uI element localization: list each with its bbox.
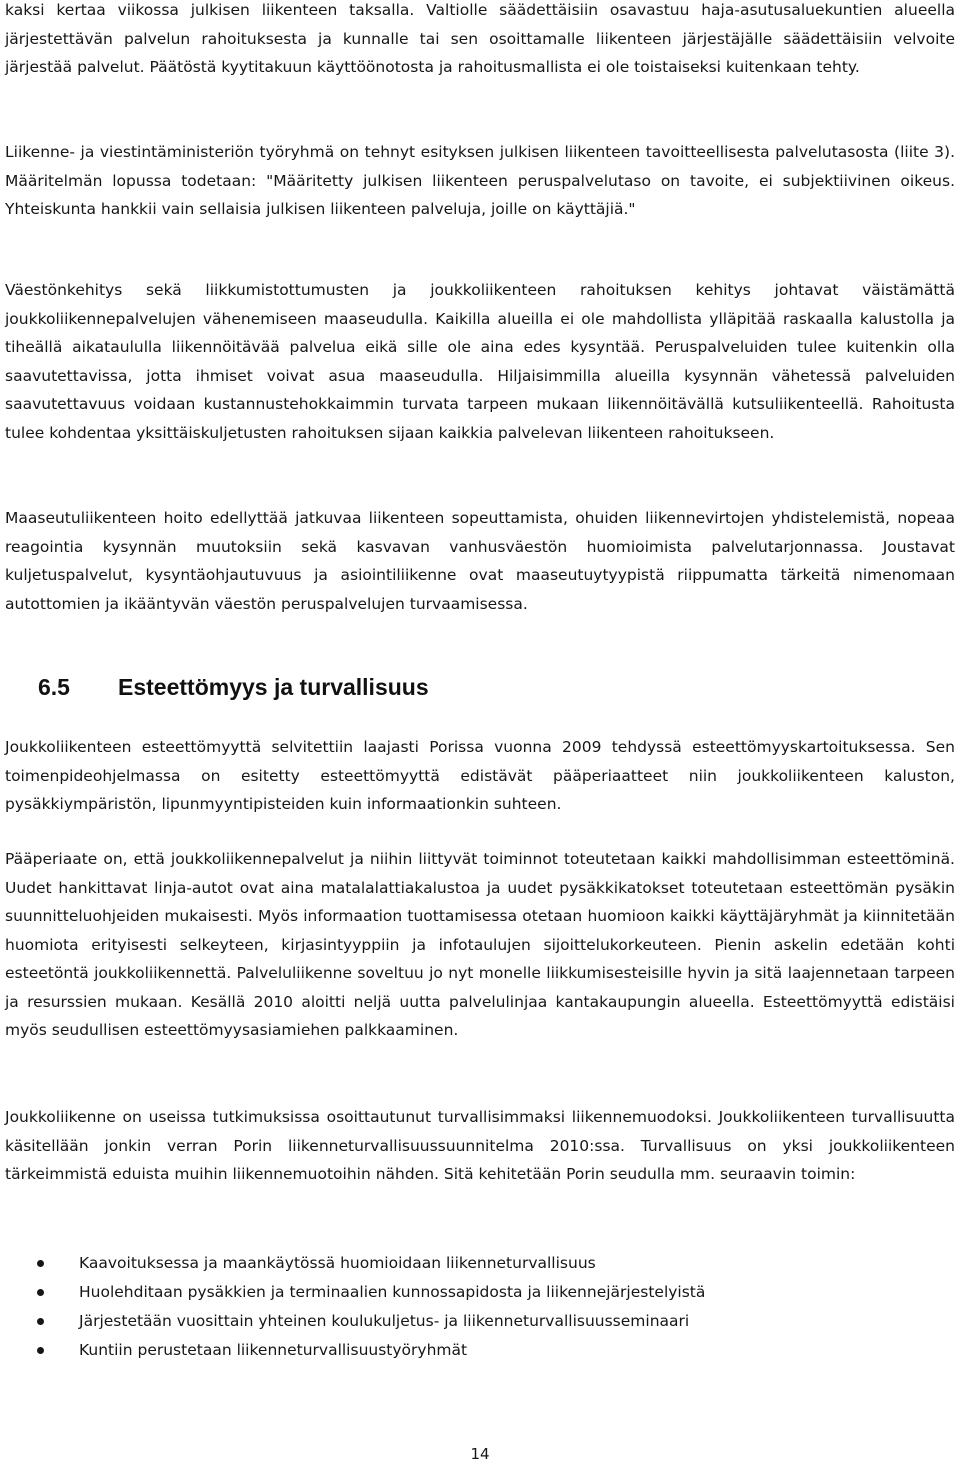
- list-item: Kaavoituksessa ja maankäytössä huomioidaan liikenneturvallisuus: [36, 1249, 936, 1278]
- paragraph-6: Pääperiaate on, että joukkoliikennepalvelut ja niihin liittyvät toiminnot toteutetaan kaikki mahdollisimman esteettöminä. Uudet hankittavat linja-autot ovat aina matalalattiakalustoa ja uudet pysäkkikatokset toteutetaan esteettömän pysäkin suunnitteluohjeiden mukaisesti. Myös informaation tuottamisessa otetaan huomioon kaikki käyttäjäryhmät ja kiinnitetään huomiota erityisesti selkeyteen, kirjasintyyppiin ja infotaulujen sijoittelukorkeuteen. Pienin askelin edetään kohti esteetöntä joukkoliikennettä. Palveluliikenne soveltuu jo nyt monelle liikkumisesteisille hyvin ja sitä laajennetaan tarpeen ja resurssien mukaan. Kesällä 2010 aloitti neljä uutta palvelulinjaa kantakaupungin alueella. Esteettömyyttä edistäisi myös seudullisen esteettömyysasiamiehen palkkaaminen.: [5, 850, 955, 1039]
- list-item: Järjestetään vuosittain yhteinen koulukuljetus- ja liikenneturvallisuusseminaari: [36, 1307, 936, 1336]
- paragraph-4: Maaseutuliikenteen hoito edellyttää jatkuvaa liikenteen sopeuttamista, ohuiden liikennevirtojen yhdistelemistä, nopeaa reagointia kysynnän muutoksiin sekä kasvavan vanhusväestön huomioimista palvelutarjonnassa. Joustavat kuljetuspalvelut, kysyntäohjautuvuus ja asiointiliikenne ovat maaseutuytyypistä riippumatta tärkeitä nimenomaan autottomien ja ikääntyvän väestön peruspalvelujen turvaamisessa.: [5, 509, 955, 613]
- bullet-icon: [37, 1289, 44, 1296]
- paragraph-3: Väestönkehitys sekä liikkumistottumusten ja joukkoliikenteen rahoituksen kehitys johtavat väistämättä joukkoliikennepalvelujen vähenemiseen maaseudulla. Kaikilla alueilla ei ole mahdollista ylläpitää raskaalla kalustolla ja tiheällä aikataululla liikennöitävää palvelua eikä sille ole aina edes kysyntää. Peruspalveluiden tulee kuitenkin olla saavutettavissa, jotta ihmiset voivat asua maaseudulla. Hiljaisimmilla alueilla kysynnän vähetessä palveluiden saavutettavuus voidaan kustannustehokkaimmin turvata tarpeen mukaan liikennöitävällä kutsuliikenteellä. Rahoitusta tulee kohdentaa yksittäiskuljetusten rahoituksen sijaan kaikkia palvelevan liikenteen rahoitukseen.: [5, 281, 955, 442]
- paragraph-5: Joukkoliikenteen esteettömyyttä selvitettiin laajasti Porissa vuonna 2009 tehdyssä esteettömyyskartoituksessa. Sen toimenpideohjelmassa on esitetty esteettömyyttä edistävät pääperiaatteet niin joukkoliikenteen kaluston, pysäkkiympäristön, lipunmyyntipisteiden kuin informaationkin suhteen.: [5, 738, 955, 813]
- paragraph-7: Joukkoliikenne on useissa tutkimuksissa osoittautunut turvallisimmaksi liikennemuodoksi. Joukkoliikenteen turvallisuutta käsitellään jonkin verran Porin liikenneturvallisuussuunnitelma 2010:ssa. Turvallisuus on yksi joukkoliikenteen tärkeimmistä eduista muihin liikennemuotoihin nähden. Sitä kehitetään Porin seudulla mm. seuraavin toimin:: [5, 1108, 955, 1183]
- section-heading: [38, 672, 429, 702]
- paragraph-2: Liikenne- ja viestintäministeriön työryhmä on tehnyt esityksen julkisen liikenteen tavoitteellisesta palvelutasosta (liite 3). Määritelmän lopussa todetaan: "Määritetty julkisen liikenteen peruspalvelutaso on tavoite, ei subjektiivinen oikeus. Yhteiskunta hankkii vain sellaisia julkisen liikenteen palveluja, joille on käyttäjiä.": [5, 143, 955, 218]
- section-title: Esteettömyys ja turvallisuus: [118, 674, 429, 700]
- bullet-list: [36, 1249, 936, 1365]
- bullet-icon: [37, 1318, 44, 1325]
- section-number: 6.5: [38, 674, 70, 700]
- list-item: Kuntiin perustetaan liikenneturvallisuustyöryhmät: [36, 1336, 936, 1365]
- list-item: Huolehditaan pysäkkien ja terminaalien kunnossapidosta ja liikennejärjestelyistä: [36, 1278, 936, 1307]
- bullet-icon: [37, 1260, 44, 1267]
- page-number: 14: [470, 1445, 490, 1463]
- bullet-icon: [37, 1347, 44, 1354]
- paragraph-1: kaksi kertaa viikossa julkisen liikenteen taksalla. Valtiolle säädettäisiin osavastuu haja-asutusaluekuntien alueella järjestettävän palvelun rahoituksesta ja kunnalle tai sen osoittamalle liikenteen järjestäjälle säädettäisiin velvoite järjestää palvelut. Päätöstä kyytitakuun käyttöönotosta ja rahoitusmallista ei ole toistaiseksi kuitenkaan tehty.: [5, 1, 955, 76]
